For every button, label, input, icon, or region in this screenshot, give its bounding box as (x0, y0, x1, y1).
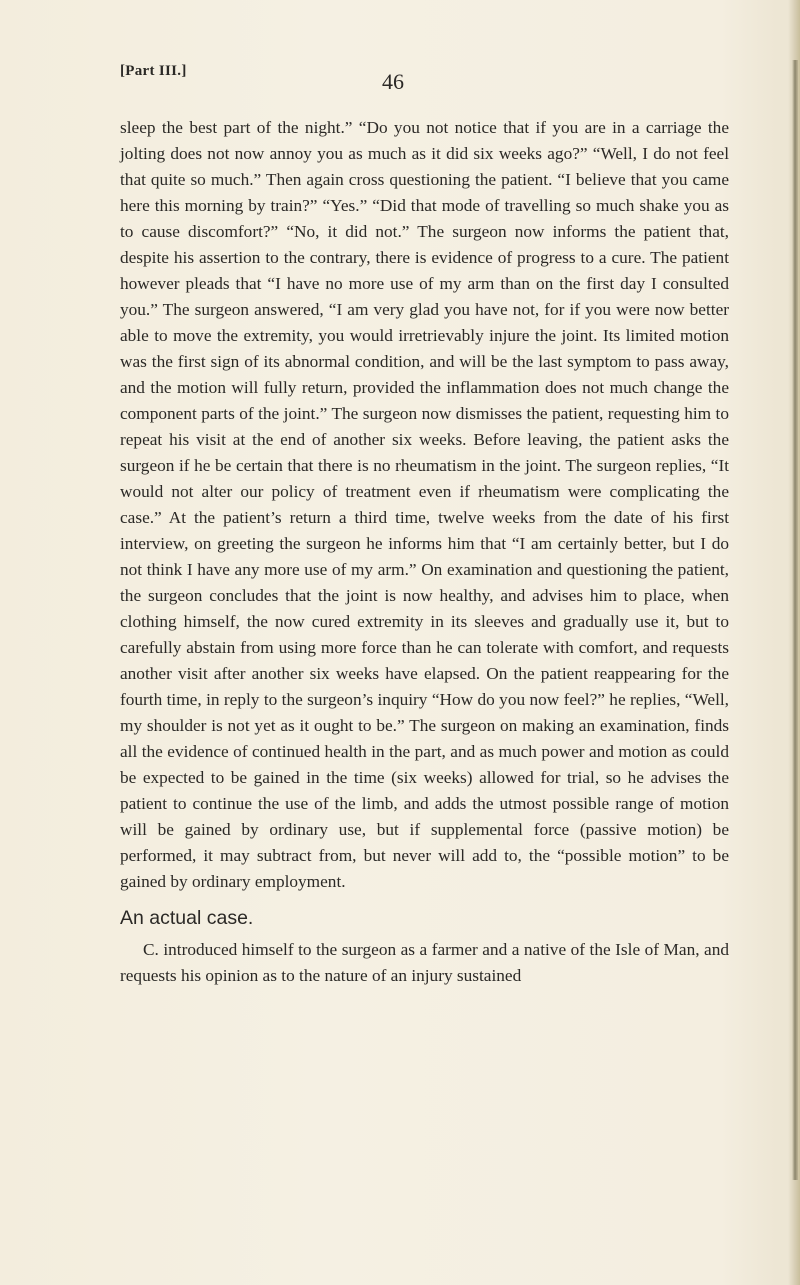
paragraph-case: C. introduced himself to the surgeon as a farmer and a native of the Isle of Man, and requests his opinion as to the nature of an injury sustained (120, 940, 729, 985)
running-head: [Part III.] (120, 63, 187, 79)
page-number: 46 (382, 69, 404, 94)
body-text (120, 115, 729, 989)
paragraph-continuation: sleep the best part of the night.” “Do you not notice that if you are in a carriage the jolting does not now annoy you as much as it did six weeks ago?” “Well, I do not feel that quite so much.” Then again cross questioning the patient. “I believe that you came here this morning by train?” “Yes.” “Did that mode of travelling so much shake you as to cause discomfort?” “No, it did not.” The surgeon now informs the patient that, despite his assertion to the contrary, there is evidence of progress to a cure. The patient however pleads that “I have no more use of my arm than on the first day I consulted you.” The surgeon answered, “I am very glad you have not, for if you were now better able to move the extremity, you would irretrievably injure the joint. Its limited motion was the first sign of its abnormal condition, and will be the last symptom to pass away, and the motion will fully return, provided the inflammation does not much change the component parts of the joint.” The surgeon now dismisses the patient, requesting him to repeat his visit at the end of another six weeks. Before leaving, the patient asks the surgeon if he be certain that there is no rheumatism in the joint. The surgeon replies, “It would not alter our policy of treatment even if rheumatism were complicating the case.” At the patient’s return a third time, twelve weeks from the date of his first interview, on greeting the surgeon he informs him that “I am certainly better, but I do not think I have any more use of my arm.” On examination and questioning the patient, the surgeon concludes that the joint is now healthy, and advises him to place, when clothing himself, the now cured extremity in its sleeves and gradually use it, but to carefully abstain from using more force than he can tolerate with comfort, and requests another visit after another six weeks have elapsed. On the patient reappearing for the fourth time, in reply to the surgeon’s inquiry “How do you now feel?” he replies, “Well, my shoulder is not yet as it ought to be.” The surgeon on making an examination, finds all the evidence of continued health in the part, and as much power and motion as could be expected to be gained in the time (six weeks) allowed for trial, so he advises the patient to continue the use of the limb, and adds the utmost possible range of motion will be gained by ordinary use, but if supplemental force (passive motion) be performed, it may subtract from, but never will add to, the “possible motion” to be gained by ordinary employment. (120, 118, 729, 891)
binding-shadow (792, 60, 798, 1180)
section-heading: An actual case. (120, 907, 254, 929)
